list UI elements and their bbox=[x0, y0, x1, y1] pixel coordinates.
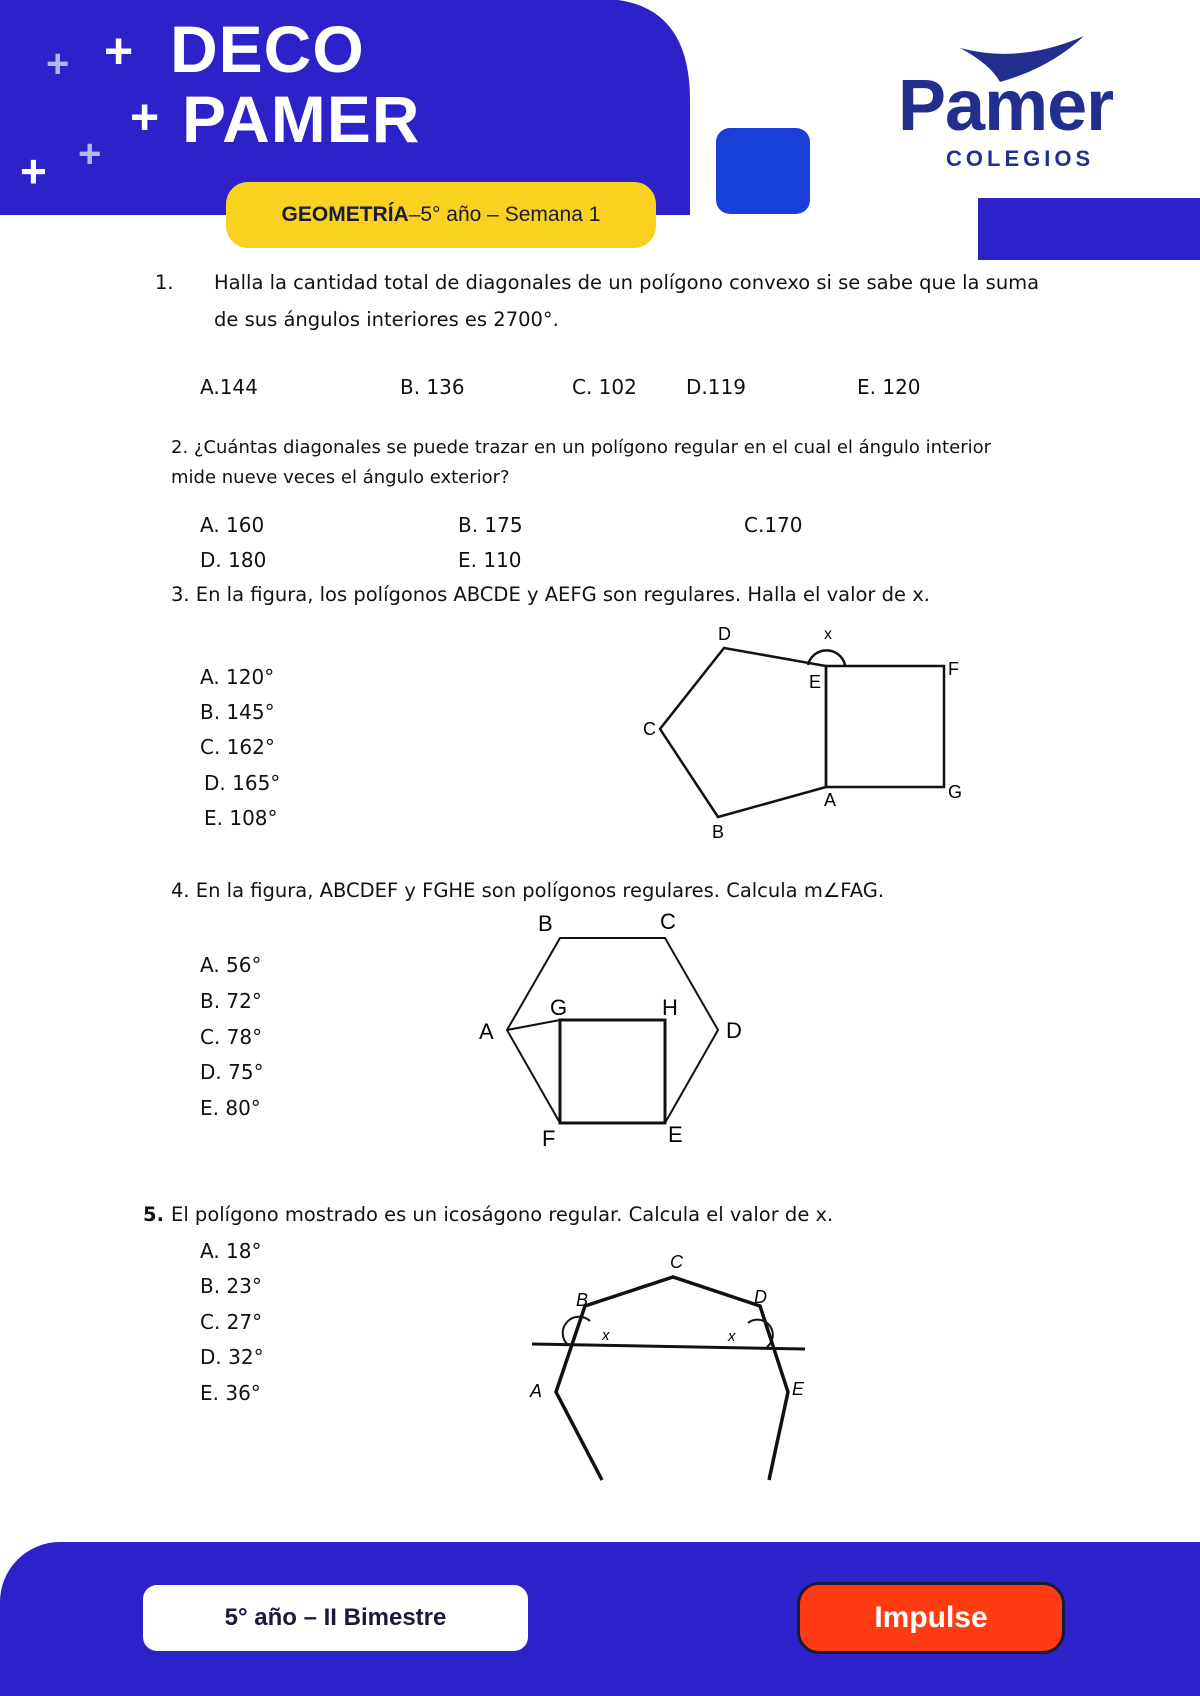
q3-option-e: E. 108° bbox=[204, 806, 278, 830]
label-b: B bbox=[712, 822, 725, 842]
label-a: A bbox=[479, 1019, 494, 1044]
label-e: E bbox=[668, 1122, 683, 1147]
label-b: B bbox=[576, 1290, 589, 1310]
plus-icon: + bbox=[78, 132, 102, 176]
q5-option-c: C. 27° bbox=[200, 1310, 263, 1334]
q4-option-c: C. 78° bbox=[200, 1025, 263, 1049]
q1-option-a: A.144 bbox=[200, 375, 258, 399]
icosagon-sides bbox=[556, 1277, 788, 1480]
impulse-label: Impulse bbox=[874, 1601, 988, 1634]
q4-option-a: A. 56° bbox=[200, 953, 262, 977]
figure-4-hexagon-square bbox=[470, 905, 760, 1155]
q2-option-d: D. 180 bbox=[200, 548, 267, 572]
topic-week: –5° año – Semana 1 bbox=[408, 203, 601, 226]
question-3-text: 3. En la figura, los polígonos ABCDE y AEFG son regulares. Halla el valor de x. bbox=[171, 583, 930, 606]
impulse-pill bbox=[797, 1582, 1065, 1654]
q2-option-c: C.170 bbox=[744, 513, 803, 537]
label-g: G bbox=[948, 782, 963, 802]
question-2-line1: 2. ¿Cuántas diagonales se puede trazar en un polígono regular en el cual el ángulo interior bbox=[171, 437, 992, 458]
q1-option-b: B. 136 bbox=[400, 375, 465, 399]
brand-deco: DECO bbox=[170, 12, 365, 86]
logo-colegios: COLEGIOS bbox=[946, 146, 1095, 171]
q2-option-e: E. 110 bbox=[458, 548, 522, 572]
plus-icon: + bbox=[104, 23, 134, 79]
decor-square bbox=[716, 128, 810, 214]
label-a: A bbox=[824, 790, 837, 810]
label-a: A bbox=[530, 1381, 543, 1401]
q5-option-e: E. 36° bbox=[200, 1381, 261, 1405]
q5-option-b: B. 23° bbox=[200, 1274, 262, 1298]
segment-ag bbox=[507, 1020, 560, 1030]
q5-option-a: A. 18° bbox=[200, 1239, 262, 1263]
square-aefg bbox=[826, 666, 944, 787]
plus-icon: + bbox=[20, 145, 47, 197]
plus-icon: + bbox=[46, 42, 70, 86]
label-f: F bbox=[948, 659, 959, 679]
plus-icon: + bbox=[130, 89, 160, 145]
question-1-line1: Halla la cantidad total de diagonales de un polígono convexo si se sabe que la suma bbox=[214, 271, 1040, 294]
grade-pill bbox=[143, 1585, 528, 1651]
q4-option-b: B. 72° bbox=[200, 989, 262, 1013]
q4-option-d: D. 75° bbox=[200, 1060, 264, 1084]
square-fghe bbox=[560, 1020, 665, 1123]
question-5-number: 5. bbox=[143, 1203, 164, 1226]
q3-option-a: A. 120° bbox=[200, 665, 275, 689]
q5-option-d: D. 32° bbox=[200, 1345, 264, 1369]
pentagon-abcde bbox=[660, 648, 826, 817]
question-1-line2: de sus ángulos interiores es 2700°. bbox=[214, 308, 559, 331]
decor-rect bbox=[978, 198, 1200, 260]
label-d: D bbox=[754, 1287, 767, 1307]
grade-label: 5° año – II Bimestre bbox=[224, 1604, 447, 1631]
topic-pill bbox=[226, 182, 656, 248]
question-2-line2: mide nueve veces el ángulo exterior? bbox=[171, 467, 510, 488]
label-h: H bbox=[662, 995, 678, 1020]
label-d: D bbox=[718, 624, 731, 644]
brand-pamer: PAMER bbox=[182, 82, 421, 156]
q3-option-d: D. 165° bbox=[204, 771, 281, 795]
label-f: F bbox=[542, 1126, 556, 1151]
q1-option-c: C. 102 bbox=[572, 375, 637, 399]
figure-5-icosagon bbox=[520, 1245, 820, 1485]
label-x-left: x bbox=[602, 1327, 610, 1344]
q2-option-b: B. 175 bbox=[458, 513, 523, 537]
hexagon-abcdef bbox=[507, 938, 718, 1123]
label-x: x bbox=[824, 626, 832, 643]
q3-option-b: B. 145° bbox=[200, 700, 275, 724]
label-c: C bbox=[670, 1252, 683, 1272]
q3-option-c: C. 162° bbox=[200, 735, 275, 759]
label-x-right: x bbox=[728, 1328, 736, 1345]
question-4-text: 4. En la figura, ABCDEF y FGHE son polígonos regulares. Calcula m∠FAG. bbox=[171, 879, 885, 902]
q1-option-d: D.119 bbox=[686, 375, 746, 399]
label-b: B bbox=[538, 911, 553, 936]
logo-pamer: Pamer bbox=[898, 66, 1114, 146]
label-e: E bbox=[809, 672, 822, 692]
q1-option-e: E. 120 bbox=[857, 375, 921, 399]
question-5-text: El polígono mostrado es un icoságono regular. Calcula el valor de x. bbox=[171, 1203, 834, 1226]
label-d: D bbox=[726, 1018, 742, 1043]
topic-subject: GEOMETRÍA bbox=[281, 203, 409, 226]
label-c: C bbox=[660, 909, 676, 934]
label-e: E bbox=[792, 1379, 805, 1399]
q2-option-a: A. 160 bbox=[200, 513, 265, 537]
figure-3-pentagon-square bbox=[640, 620, 980, 850]
label-c: C bbox=[643, 719, 656, 739]
label-g: G bbox=[550, 995, 568, 1020]
question-1-number: 1. bbox=[155, 271, 174, 294]
q4-option-e: E. 80° bbox=[200, 1096, 261, 1120]
